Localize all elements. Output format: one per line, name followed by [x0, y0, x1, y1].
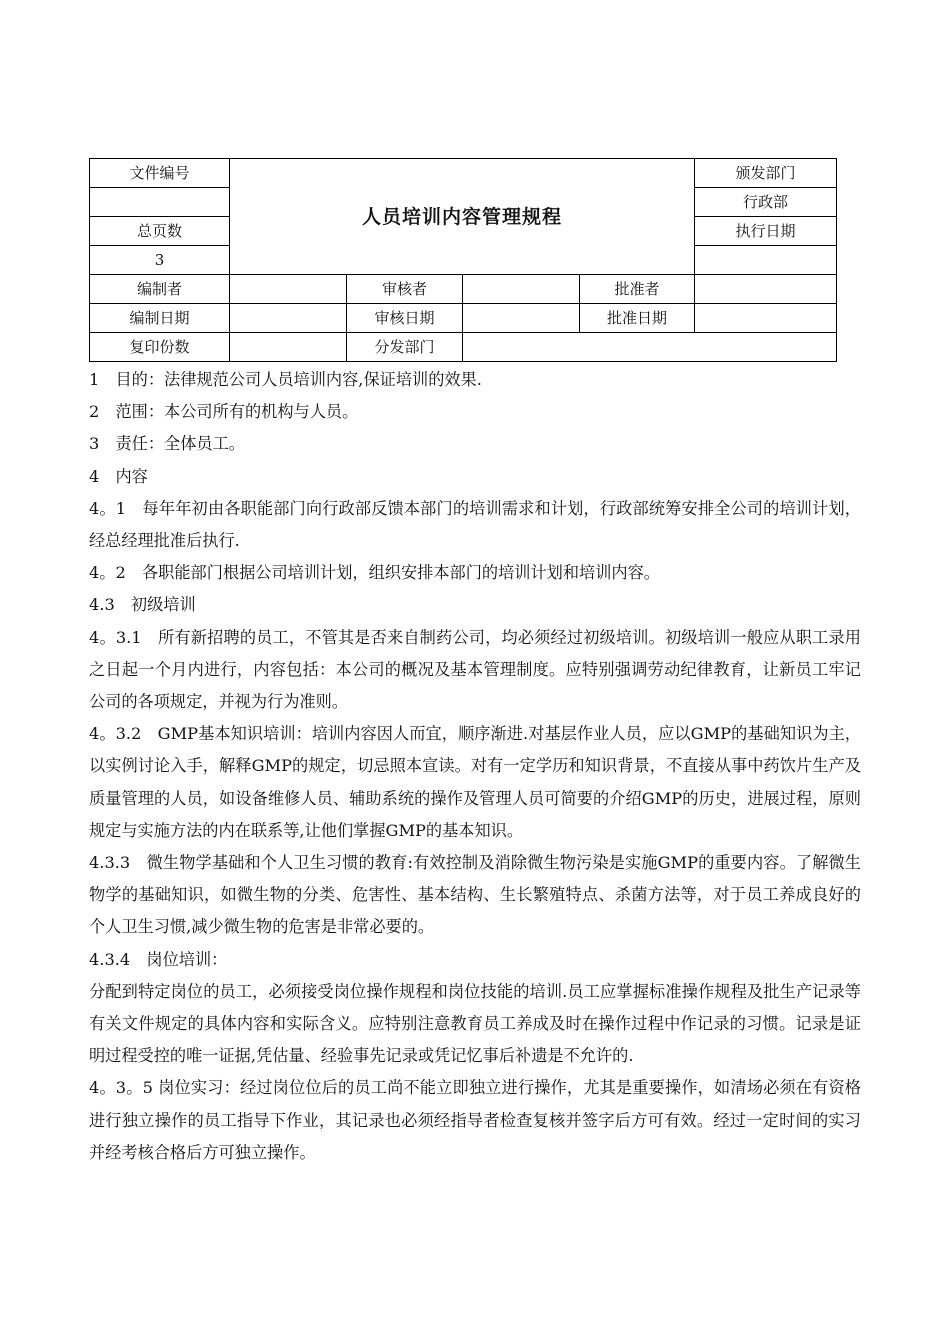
document-header-table [89, 158, 837, 362]
approve-date-value [695, 304, 837, 333]
paragraph-4-3-5: 4。3。5 岗位实习：经过岗位位后的员工尚不能立即独立进行操作，尤其是重要操作，如清场必须在有资格进行独立操作的员工指导下作业，其记录也必须经指导者检查复核并签字后方可有效。经过一定时间的实习并经考核合格后方可独立操作。 [89, 1078, 861, 1162]
paragraph-4-3-4-body: 分配到特定岗位的员工，必须接受岗位操作规程和岗位技能的培训.员工应掌握标准操作规程及批生产记录等有关文件规定的具体内容和实际含义。应特别注意教育员工养成及时在操作过程中作记录的习惯。记录是证明过程受控的唯一证据,凭估量、经验事先记录或凭记忆事后补遗是不允许的. [89, 981, 861, 1066]
paragraph-4-3-2: 4。3.2 GMP基本知识培训：培训内容因人而宜，顺序渐进.对基层作业人员，应以GMP的基础知识为主，以实例讨论入手，解释GMP的规定，切忌照本宣读。对有一定学历和知识背景，不直接从事中药饮片生产及质量管理的人员，如设备维修人员、辅助系统的操作及管理人员可简要的介绍GMP的历史，进展过程，原则规定与实施方法的内在联系等,让他们掌握GMP的基本知识。 [89, 724, 861, 840]
distribution-value [463, 333, 837, 362]
paragraph-purpose: 1 目的：法律规范公司人员培训内容,保证培训的效果. [89, 370, 482, 389]
paragraph-4-3-heading: 4.3 初级培训 [89, 595, 196, 615]
review-date-label: 审核日期 [347, 304, 463, 333]
paragraph-4-3-3: 4.3.3 微生物学基础和个人卫生习惯的教育:有效控制及消除微生物污染是实施GMP的重要内容。了解微生物学的基础知识，如微生物的分类、危害性、基本结构、生长繁殖特点、杀菌方法等，对于员工养成良好的个人卫生习惯,减少微生物的危害是非常必要的。 [89, 853, 861, 937]
document-body [89, 364, 861, 1169]
copies-label: 复印份数 [90, 333, 230, 362]
issue-dept-label: 颁发部门 [695, 159, 837, 188]
approve-date-label: 批准日期 [580, 304, 695, 333]
paragraph-responsibility: 3 责任：全体员工。 [89, 434, 245, 454]
copies-value [230, 333, 347, 362]
author-label: 编制者 [90, 275, 230, 304]
total-pages-value: 3 [90, 246, 230, 275]
approver-label: 批准者 [580, 275, 695, 304]
paragraph-4-2: 4。2 各职能部门根据公司培训计划，组织安排本部门的培训计划和培训内容。 [89, 563, 660, 583]
total-pages-label: 总页数 [90, 217, 230, 246]
review-date-value [463, 304, 580, 333]
paragraph-4-1: 4。1 每年年初由各职能部门向行政部反馈本部门的培训需求和计划，行政部统筹安排全公司的培训计划，经总经理批准后执行. [89, 498, 861, 551]
doc-number-value [90, 188, 230, 217]
exec-date-label: 执行日期 [695, 217, 837, 246]
reviewer-label: 审核者 [347, 275, 463, 304]
approver-value [695, 275, 837, 304]
paragraph-4-3-1: 4。3.1 所有新招聘的员工，不管其是否来自制药公司，均必须经过初级培训。初级培训一般应从职工录用之日起一个月内进行，内容包括：本公司的概况及基本管理制度。应特别强调劳动纪律教育，让新员工牢记公司的各项规定，并视为行为准则。 [89, 627, 861, 712]
document-title: 人员培训内容管理规程 [230, 159, 695, 275]
header-row-6 [90, 304, 837, 333]
paragraph-4-3-4-heading: 4.3.4 岗位培训： [89, 949, 228, 969]
paragraph-scope: 2 范围：本公司所有的机构与人员。 [89, 402, 359, 422]
header-row-7 [90, 333, 837, 362]
exec-date-value [695, 246, 837, 275]
header-row-1 [90, 159, 837, 188]
author-date-label: 编制日期 [90, 304, 230, 333]
distribution-label: 分发部门 [347, 333, 463, 362]
doc-number-label: 文件编号 [90, 159, 230, 188]
reviewer-value [463, 275, 580, 304]
paragraph-content-heading: 4 内容 [89, 466, 148, 486]
header-row-5 [90, 275, 837, 304]
author-date-value [230, 304, 347, 333]
author-value [230, 275, 347, 304]
issue-dept-value: 行政部 [695, 188, 837, 217]
